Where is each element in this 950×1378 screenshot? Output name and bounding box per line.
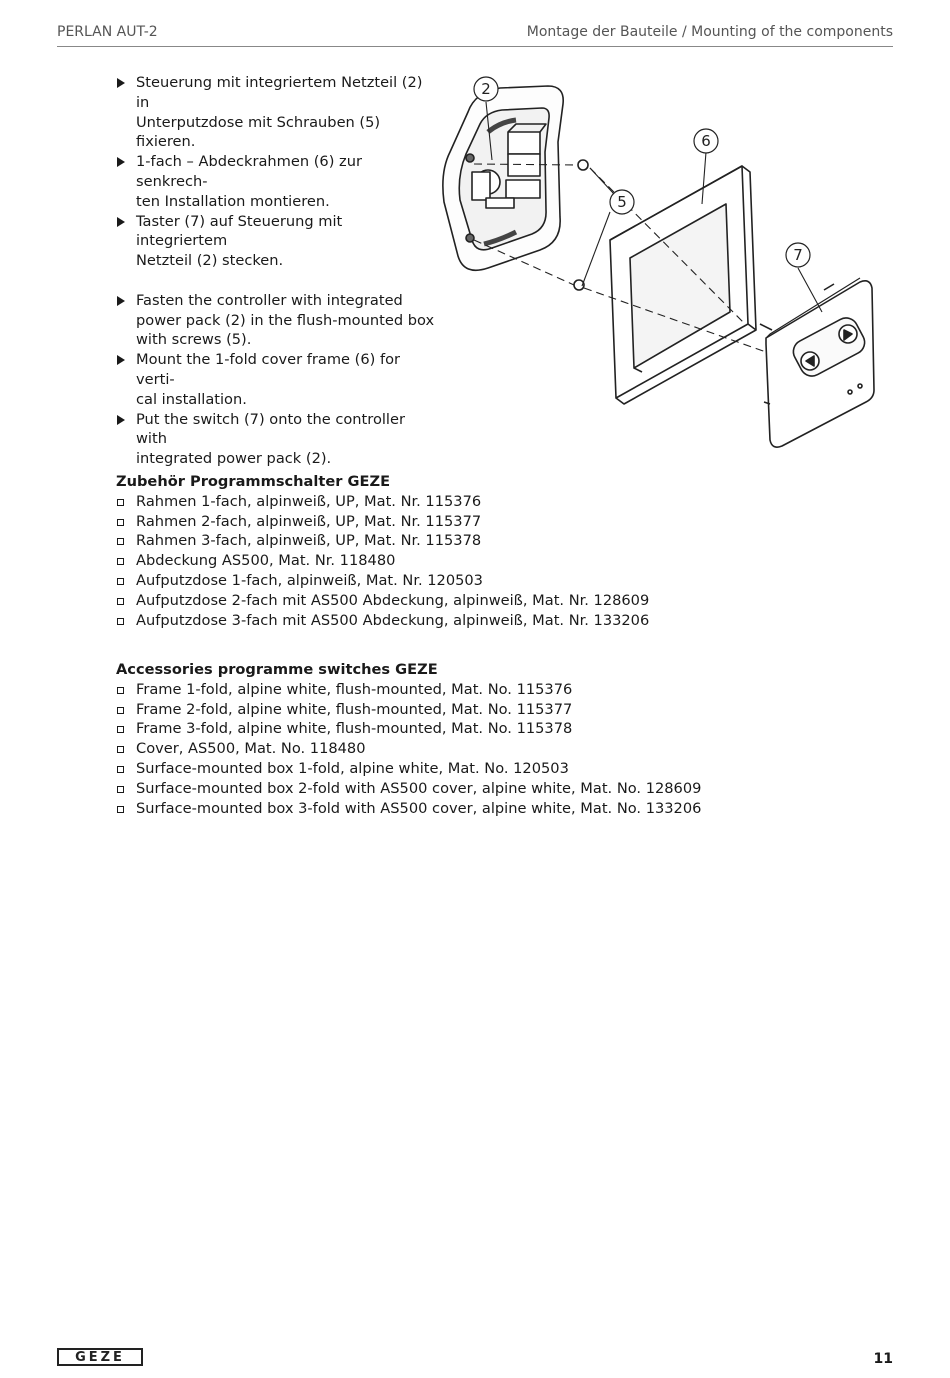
screws	[574, 160, 588, 290]
header-section-title: Montage der Bauteile / Mounting of the components	[526, 24, 893, 40]
callout-7	[786, 243, 810, 267]
step-item	[116, 152, 436, 211]
list-item-text: Frame 2-fold, alpine white, flush-mounted, Mat. No. 115377	[136, 700, 573, 718]
square-bullet-icon	[117, 578, 124, 585]
list-item-text: Rahmen 1-fach, alpinweiß, UP, Mat. Nr. 115376	[136, 492, 482, 510]
page-header	[57, 24, 893, 46]
steps-english	[116, 291, 436, 469]
list-item	[116, 739, 816, 759]
header-product-name: PERLAN AUT-2	[57, 24, 158, 40]
triangle-bullet-icon	[117, 157, 125, 167]
step-item	[116, 410, 436, 469]
page-number: 11	[873, 1351, 893, 1367]
accessories-german-title: Zubehör Programmschalter GEZE	[116, 473, 391, 490]
step-line: ten Installation montieren.	[136, 192, 330, 210]
accessories-english-title: Accessories programme switches GEZE	[116, 661, 438, 678]
step-line: Put the switch (7) onto the controller with	[136, 410, 405, 448]
step-line: Taster (7) auf Steuerung mit integriertem	[136, 212, 343, 250]
step-line: 1-fach – Abdeckrahmen (6) zur senkrech-	[136, 153, 362, 190]
logo-text: GEZE	[75, 1349, 125, 1365]
list-item-text: Rahmen 3-fach, alpinweiß, UP, Mat. Nr. 115378	[136, 532, 482, 550]
list-item	[116, 571, 816, 591]
step-line: Netzteil (2) stecken.	[136, 252, 284, 270]
mounting-instructions	[116, 73, 436, 469]
steps-german	[116, 73, 436, 271]
list-item-text: Abdeckung AS500, Mat. Nr. 118480	[136, 552, 396, 570]
square-bullet-icon	[117, 598, 124, 605]
list-item-text: Surface-mounted box 2-fold with AS500 cover, alpine white, Mat. No. 128609	[136, 779, 702, 797]
square-bullet-icon	[117, 726, 124, 733]
spacer	[116, 271, 436, 291]
step-line: Steuerung mit integriertem Netzteil (2) in	[136, 74, 423, 111]
list-item	[116, 779, 816, 799]
step-line: Fasten the controller with integrated	[136, 291, 403, 309]
list-item	[116, 611, 816, 631]
step-line: with screws (5).	[136, 331, 252, 349]
square-bullet-icon	[117, 538, 124, 545]
step-line: power pack (2) in the flush-mounted box	[136, 311, 435, 329]
list-item	[116, 719, 816, 739]
list-item-text: Surface-mounted box 1-fold, alpine white, Mat. No. 120503	[136, 759, 569, 777]
step-item	[116, 291, 436, 350]
triangle-bullet-icon	[117, 78, 125, 88]
square-bullet-icon	[117, 806, 124, 813]
callout-6	[694, 129, 718, 153]
step-item	[116, 350, 436, 409]
square-bullet-icon	[117, 618, 124, 625]
list-item	[116, 799, 816, 819]
triangle-bullet-icon	[117, 355, 125, 365]
list-item-text: Frame 3-fold, alpine white, flush-mounted, Mat. No. 115378	[136, 720, 573, 738]
step-line: integrated power pack (2).	[136, 450, 332, 468]
list-item	[116, 492, 816, 512]
step-line: Mount the 1-fold cover frame (6) for verti-	[136, 351, 401, 388]
list-item	[116, 759, 816, 779]
square-bullet-icon	[117, 558, 124, 565]
square-bullet-icon	[117, 499, 124, 506]
list-item-text: Frame 1-fold, alpine white, flush-mounted, Mat. No. 115376	[136, 680, 573, 698]
callout-2-label: 2	[481, 80, 491, 98]
accessories-english-list	[116, 680, 816, 819]
exploded-assembly-diagram	[430, 72, 900, 452]
step-line: Unterputzdose mit Schrauben (5) fixieren.	[136, 113, 381, 151]
square-bullet-icon	[117, 786, 124, 793]
list-item	[116, 531, 816, 551]
list-item-text: Rahmen 2-fach, alpinweiß, UP, Mat. Nr. 115377	[136, 512, 482, 530]
accessories-german-list	[116, 492, 816, 631]
square-bullet-icon	[117, 519, 124, 526]
square-bullet-icon	[117, 687, 124, 694]
header-divider	[57, 46, 893, 47]
callout-6-label: 6	[701, 132, 711, 150]
callout-5-label: 5	[617, 193, 627, 211]
list-item-text: Aufputzdose 2-fach mit AS500 Abdeckung, alpinweiß, Mat. Nr. 128609	[136, 591, 650, 609]
list-item-text: Aufputzdose 3-fach mit AS500 Abdeckung, alpinweiß, Mat. Nr. 133206	[136, 611, 650, 629]
callout-7-label: 7	[793, 246, 803, 264]
step-line: cal installation.	[136, 390, 247, 408]
list-item	[116, 551, 816, 571]
step-item	[116, 73, 436, 152]
list-item	[116, 700, 816, 720]
square-bullet-icon	[117, 746, 124, 753]
list-item-text: Surface-mounted box 3-fold with AS500 cover, alpine white, Mat. No. 133206	[136, 799, 702, 817]
list-item-text: Aufputzdose 1-fach, alpinweiß, Mat. Nr. 120503	[136, 571, 483, 589]
list-item	[116, 591, 816, 611]
list-item	[116, 512, 816, 532]
triangle-bullet-icon	[117, 296, 125, 306]
callout-2	[474, 77, 498, 101]
triangle-bullet-icon	[117, 217, 125, 227]
list-item-text: Cover, AS500, Mat. No. 118480	[136, 740, 366, 758]
controller-power-pack	[443, 86, 563, 270]
callout-5	[610, 190, 634, 214]
step-item	[116, 212, 436, 271]
square-bullet-icon	[117, 707, 124, 714]
triangle-bullet-icon	[117, 415, 125, 425]
geze-logo	[57, 1348, 143, 1366]
square-bullet-icon	[117, 766, 124, 773]
list-item	[116, 680, 816, 700]
accessories-english	[116, 660, 816, 818]
accessories-german	[116, 472, 816, 630]
